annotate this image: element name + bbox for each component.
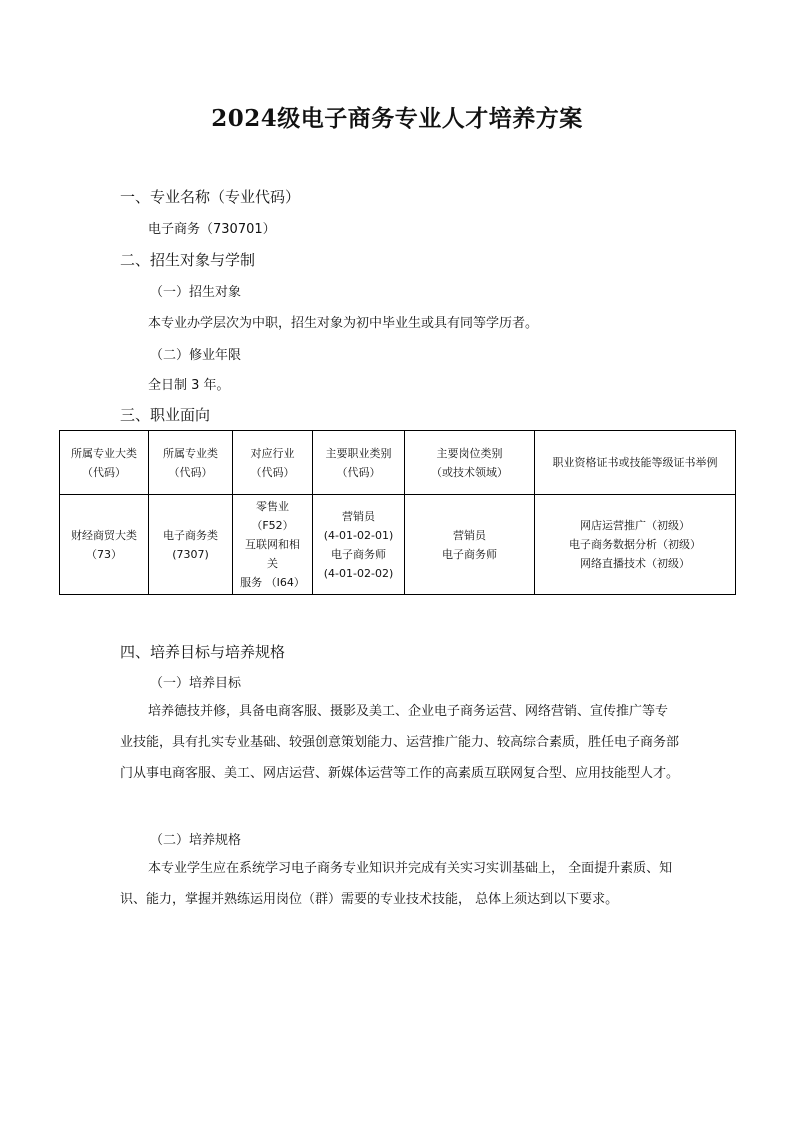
cell-occupation-category: 营销员 (4-01-02-01) 电子商务师 (4-01-02-02) bbox=[313, 495, 405, 595]
section-2-sub1-heading: （一）招生对象 bbox=[150, 285, 242, 300]
cell-major-category: 财经商贸大类 （73） bbox=[60, 495, 149, 595]
section-3-heading: 三、职业面向 bbox=[120, 406, 211, 424]
table-row bbox=[60, 495, 736, 595]
section-2-sub2-heading: （二）修业年限 bbox=[150, 348, 242, 363]
section-4-sub2-heading: （二）培养规格 bbox=[150, 833, 242, 848]
header-major-class: 所属专业类 （代码） bbox=[149, 431, 233, 495]
document-title: 2024级电子商务专业人才培养方案 bbox=[211, 105, 583, 132]
training-spec-paragraph: 本专业学生应在系统学习电子商务专业知识并完成有关实习实训基础上， 全面提升素质、知识、能力，掌握并熟练运用岗位（群）需要的专业技术技能， 总体上须达到以下要求。 bbox=[120, 861, 673, 907]
section-2-heading: 二、招生对象与学制 bbox=[120, 251, 256, 269]
study-duration-text: 全日制 3 年。 bbox=[148, 378, 230, 393]
table-header-row bbox=[60, 431, 736, 495]
header-major-category: 所属专业大类 （代码） bbox=[60, 431, 149, 495]
cell-position-category: 营销员 电子商务师 bbox=[405, 495, 535, 595]
career-orientation-table bbox=[59, 430, 736, 595]
header-certificates: 职业资格证书或技能等级证书举例 bbox=[535, 431, 736, 495]
cell-industry: 零售业 （F52） 互联网和相 关 服务 （I64） bbox=[233, 495, 313, 595]
section-4-sub1-heading: （一）培养目标 bbox=[150, 676, 242, 691]
enrollment-target-text: 本专业办学层次为中职，招生对象为初中毕业生或具有同等学历者。 bbox=[148, 316, 539, 331]
header-industry: 对应行业 （代码） bbox=[233, 431, 313, 495]
section-4-heading: 四、培养目标与培养规格 bbox=[120, 643, 286, 661]
cell-certificates: 网店运营推广（初级） 电子商务数据分析（初级） 网络直播技术（初级） bbox=[535, 495, 736, 595]
training-goal-paragraph: 培养德技并修，具备电商客服、摄影及美工、企业电子商务运营、网络营销、宣传推广等专业技能，具有扎实专业基础、较强创意策划能力、运营推广能力、较高综合素质，胜任电子商务部门从事电商客服、美工、网店运营、新媒体运营等工作的高素质互联网复合型、应用技能型人才。 bbox=[120, 704, 680, 781]
section-1-heading: 一、专业名称（专业代码） bbox=[120, 188, 301, 206]
cell-major-class: 电子商务类 (7307) bbox=[149, 495, 233, 595]
header-position-category: 主要岗位类别 （或技术领域） bbox=[405, 431, 535, 495]
header-occupation-category: 主要职业类别 （代码） bbox=[313, 431, 405, 495]
major-name-code: 电子商务（730701） bbox=[148, 222, 276, 237]
